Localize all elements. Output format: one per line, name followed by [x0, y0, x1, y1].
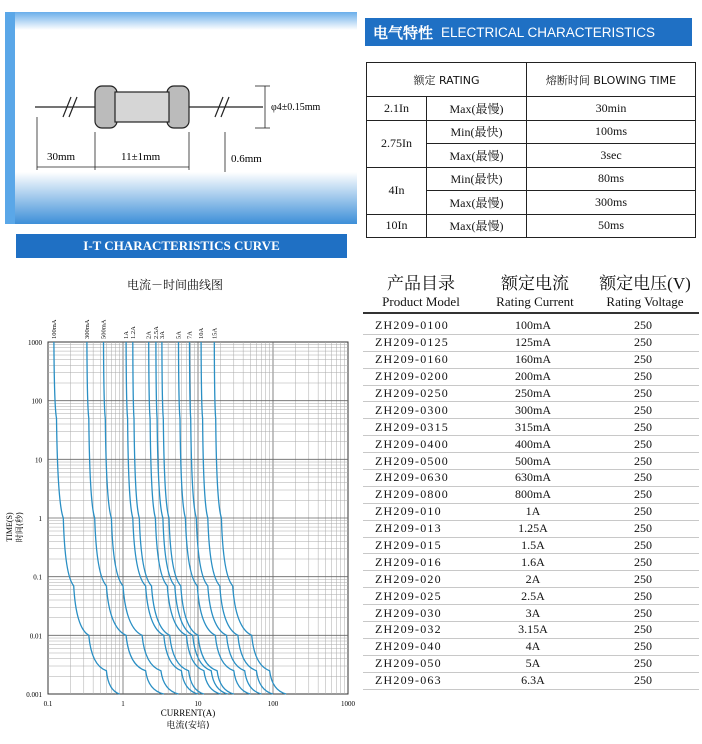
current-cell: 100mA — [515, 318, 551, 333]
current-cell: 3A — [525, 605, 541, 620]
voltage-cell: 250 — [634, 318, 652, 333]
voltage-cell: 250 — [634, 656, 652, 671]
voltage-cell: 250 — [634, 369, 652, 384]
time-cell: 100ms — [527, 120, 696, 144]
time-cell: 80ms — [527, 167, 696, 191]
voltage-cell: 250 — [634, 419, 652, 434]
current-cell: 300mA — [515, 402, 551, 417]
rating-cell: 2.75In — [367, 120, 427, 167]
model-cell: ZH209-0630 — [375, 470, 449, 485]
model-cell: ZH209-0800 — [375, 487, 449, 502]
model-cell: ZH209-0200 — [375, 369, 449, 384]
current-cell: 2.5A — [521, 588, 545, 603]
time-cell: 300ms — [527, 191, 696, 215]
table-row — [363, 521, 699, 538]
table-row — [363, 605, 699, 622]
table-row — [363, 673, 699, 690]
y-axis-label-cn: 时间(秒) — [15, 511, 24, 543]
series-label: 15A — [211, 327, 219, 339]
model-cell: ZH209-063 — [375, 673, 442, 688]
table-row — [367, 167, 696, 191]
table-row — [363, 318, 699, 335]
table-row — [363, 538, 699, 555]
voltage-cell: 250 — [634, 639, 652, 654]
current-cell: 4A — [525, 639, 541, 654]
model-cell: ZH209-0500 — [375, 453, 449, 468]
fuse-dimension-drawing — [35, 72, 355, 182]
lead-length-label: 30mm — [47, 151, 76, 163]
current-cell: 200mA — [515, 369, 551, 384]
y-axis-label: TIME(S) — [5, 512, 14, 542]
model-cell: ZH209-050 — [375, 656, 442, 671]
table-row — [367, 214, 696, 238]
rating-cell: 2.1In — [367, 97, 427, 121]
chart-title: 电流－时间曲线图 — [126, 278, 223, 292]
table-row — [363, 639, 699, 656]
current-cell: 6.3A — [521, 673, 545, 688]
mode-cell: Min(最快) — [427, 167, 527, 191]
table-row — [363, 588, 699, 605]
voltage-cell: 250 — [634, 571, 652, 586]
table-row — [363, 504, 699, 521]
rating-header: 额定 RATING — [367, 63, 527, 97]
current-cell: 2A — [525, 571, 541, 586]
table-row — [363, 369, 699, 386]
series-label: 100mA — [50, 319, 58, 339]
model-cell: ZH209-010 — [375, 504, 442, 519]
model-cell: ZH209-013 — [375, 521, 442, 536]
chart-grid — [48, 342, 348, 694]
time-cell: 50ms — [527, 214, 696, 238]
table-row — [363, 622, 699, 639]
mode-cell: Max(最慢) — [427, 144, 527, 168]
mode-cell: Max(最慢) — [427, 191, 527, 215]
electrical-title-en: ELECTRICAL CHARACTERISTICS — [441, 24, 656, 40]
voltage-cell: 250 — [634, 538, 652, 553]
table-row — [367, 120, 696, 144]
mode-cell: Min(最快) — [427, 120, 527, 144]
table-row — [363, 402, 699, 419]
mode-cell: Max(最慢) — [427, 97, 527, 121]
series-label: 2A — [145, 331, 153, 339]
series-label: 2.5A — [152, 326, 160, 339]
current-cell: 400mA — [515, 436, 551, 451]
series-label: 10A — [198, 327, 206, 339]
diameter-label: φ4±0.15mm — [271, 102, 321, 113]
model-cell: ZH209-0125 — [375, 335, 449, 350]
current-cell: 1.25A — [518, 521, 548, 536]
x-tick-label: 10 — [194, 700, 202, 708]
y-tick-label: 1000 — [28, 339, 42, 347]
voltage-cell: 250 — [634, 622, 652, 637]
mode-cell: Max(最慢) — [427, 214, 527, 238]
table-row — [363, 436, 699, 453]
product-table-header — [363, 274, 699, 314]
current-header-en: Rating Current — [496, 294, 574, 309]
rating-cell: 10In — [367, 214, 427, 238]
model-cell: ZH209-0400 — [375, 436, 449, 451]
y-tick-label: 1 — [38, 515, 42, 523]
voltage-cell: 250 — [634, 453, 652, 468]
model-cell: ZH209-020 — [375, 571, 442, 586]
electrical-table — [366, 62, 696, 238]
it-curve-banner: I-T CHARACTERISTICS CURVE — [16, 234, 347, 258]
voltage-header-cn: 额定电压(V) — [599, 274, 691, 293]
electrical-characteristics-banner — [365, 18, 692, 46]
current-cell: 500mA — [515, 453, 551, 468]
it-curve-chart — [0, 310, 355, 744]
table-row — [363, 386, 699, 403]
blowing-time-header: 熔断时间 BLOWING TIME — [527, 63, 696, 97]
time-cell: 30min — [527, 97, 696, 121]
current-cell: 800mA — [515, 487, 551, 502]
voltage-cell: 250 — [634, 352, 652, 367]
table-row — [363, 335, 699, 352]
series-label: 7A — [186, 331, 194, 339]
series-label: 300mA — [83, 319, 91, 339]
series-label: 500mA — [100, 319, 108, 339]
current-cell: 630mA — [515, 470, 551, 485]
time-cell: 3sec — [527, 144, 696, 168]
current-cell: 1A — [525, 504, 541, 519]
voltage-cell: 250 — [634, 504, 652, 519]
voltage-cell: 250 — [634, 436, 652, 451]
voltage-cell: 250 — [634, 554, 652, 569]
y-tick-label: 100 — [31, 397, 42, 406]
x-axis-label: CURRENT(A) — [160, 708, 216, 718]
model-header-en: Product Model — [382, 294, 460, 309]
current-cell: 160mA — [515, 352, 551, 367]
table-row — [363, 419, 699, 436]
electrical-header-row — [367, 63, 696, 97]
x-tick-label: 0.1 — [43, 700, 53, 708]
voltage-header — [591, 274, 699, 310]
voltage-cell: 250 — [634, 605, 652, 620]
model-cell: ZH209-040 — [375, 639, 442, 654]
model-cell: ZH209-015 — [375, 538, 442, 553]
table-row — [367, 97, 696, 121]
product-table-body — [363, 318, 699, 690]
model-cell: ZH209-032 — [375, 622, 442, 637]
model-cell: ZH209-0160 — [375, 352, 449, 367]
model-cell: ZH209-0300 — [375, 402, 449, 417]
x-tick-label: 100 — [267, 700, 279, 708]
table-row — [363, 470, 699, 487]
current-cell: 1.5A — [521, 538, 545, 553]
series-label: 5A — [175, 331, 183, 339]
current-cell: 125mA — [515, 335, 551, 350]
table-row — [363, 571, 699, 588]
series-label: 3A — [158, 331, 166, 339]
current-cell: 5A — [525, 656, 541, 671]
table-row — [363, 554, 699, 571]
table-row — [363, 487, 699, 504]
electrical-title-cn: 电气特性 — [373, 23, 434, 42]
current-header — [483, 274, 587, 310]
rating-cell: 4In — [367, 167, 427, 214]
x-tick-label: 1000 — [341, 700, 355, 708]
model-cell: ZH209-0100 — [375, 318, 449, 333]
body-length-label: 11±1mm — [121, 151, 161, 163]
voltage-cell: 250 — [634, 386, 652, 400]
current-cell: 3.15A — [518, 622, 548, 637]
x-tick-label: 1 — [121, 700, 125, 708]
table-row — [363, 352, 699, 369]
model-header-cn: 产品目录 — [387, 274, 455, 293]
y-tick-label: 0.1 — [33, 573, 42, 582]
voltage-cell: 250 — [634, 487, 652, 502]
current-cell: 1.6A — [521, 554, 545, 569]
voltage-header-en: Rating Voltage — [606, 294, 684, 309]
x-axis-label-cn: 电流(安培) — [166, 721, 210, 731]
model-cell: ZH209-030 — [375, 605, 442, 620]
table-row — [363, 656, 699, 673]
model-header — [363, 274, 479, 310]
current-header-cn: 额定电流 — [501, 274, 569, 293]
voltage-cell: 250 — [634, 402, 652, 417]
voltage-cell: 250 — [634, 521, 652, 536]
model-cell: ZH209-0315 — [375, 419, 449, 434]
component-drawing-panel — [5, 12, 357, 224]
model-cell: ZH209-016 — [375, 554, 442, 569]
series-label: 1A — [123, 331, 131, 339]
model-cell: ZH209-0250 — [375, 386, 449, 400]
y-tick-label: 0.01 — [29, 632, 42, 641]
lead-diameter-label: 0.6mm — [231, 153, 262, 165]
current-cell: 250mA — [515, 386, 551, 400]
y-tick-label: 10 — [35, 456, 42, 465]
model-cell: ZH209-025 — [375, 588, 442, 603]
current-cell: 315mA — [515, 419, 551, 434]
table-row — [363, 453, 699, 470]
y-tick-label: 0.001 — [26, 691, 42, 699]
voltage-cell: 250 — [634, 673, 652, 688]
voltage-cell: 250 — [634, 588, 652, 603]
series-label: 1.2A — [129, 326, 137, 339]
voltage-cell: 250 — [634, 335, 652, 350]
voltage-cell: 250 — [634, 470, 652, 485]
